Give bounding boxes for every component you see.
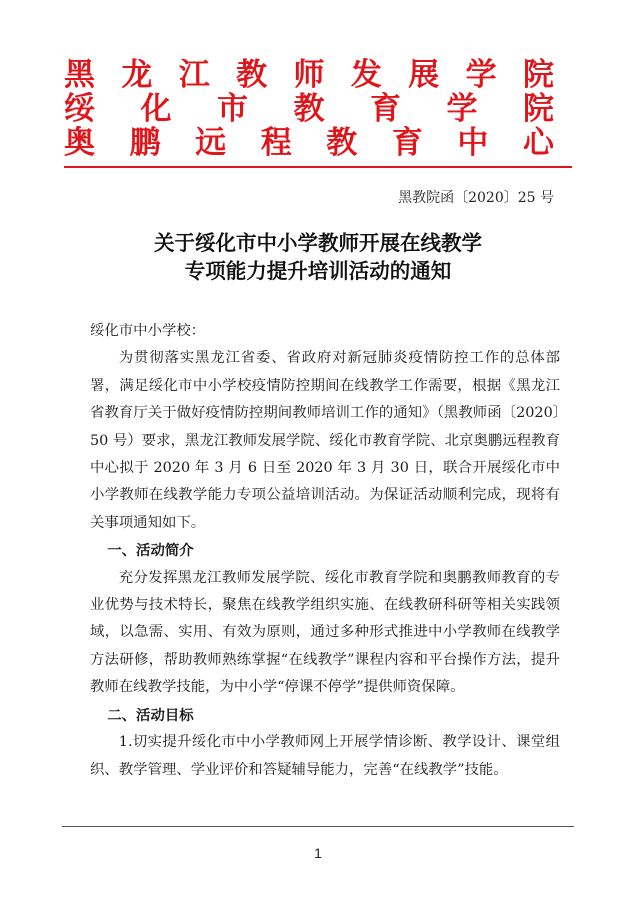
- masthead-line-1: 黑 龙 江 教 师 发 展 学 院: [64, 58, 554, 92]
- masthead-line-3: 奥 鹏 远 程 教 育 中 心: [64, 126, 554, 160]
- document-title: [0, 229, 636, 285]
- footer-line: [62, 826, 574, 827]
- title-line-2: 专项能力提升培训活动的通知: [184, 259, 452, 283]
- title-line-1: 关于绥化市中小学教师开展在线教学: [154, 231, 482, 255]
- document-body: [90, 318, 560, 784]
- red-masthead: [64, 58, 554, 160]
- section-2-item-1: 1.切实提升绥化市中小学教师网上开展学情诊断、教学设计、课堂组织、教学管理、学业评价和答疑辅导能力，完善“在线教学”技能。: [90, 734, 560, 778]
- section-1-text: 充分发挥黑龙江教师发展学院、绥化市教育学院和奥鹏教师教育的专业优势与技术特长，聚焦在线教学组织实施、在线教研科研等相关实践领域，以急需、实用、有效为原则，通过多种形式推进中小学教师在线教学方法研修，帮助教师熟练掌握“在线教学”课程内容和平台操作方法，提升教师在线教学技能，为中小学“停课不停学”提供师资保障。: [90, 569, 560, 696]
- document-number: 黑教院函〔2020〕25 号: [398, 190, 554, 206]
- addressee: 绥化市中小学校：: [90, 323, 206, 339]
- page-number: 1: [314, 845, 322, 861]
- section-heading-2: 二、活动目标: [107, 706, 194, 724]
- section-heading-1: 一、活动简介: [107, 542, 194, 560]
- masthead-line-2: 绥 化 市 教 育 学 院: [64, 92, 554, 126]
- intro-paragraph: 为贯彻落实黑龙江省委、省政府对新冠肺炎疫情防控工作的总体部署，满足绥化市中小学校疫情防控期间在线教学工作需要，根据《黑龙江省教育厅关于做好疫情防控期间教师培训工作的通知》（黑教师函〔2020〕50 号）要求，黑龙江教师发展学院、绥化市教育学院、北京奥鹏远程教育中心拟于 2020 年 3 月 6 日至 2020 年 3 月 30 日，联合开展绥化市中小学教师在线教学能力专项公益培训活动。为保证活动顺利完成，现将有关事项通知如下。: [90, 350, 560, 531]
- red-divider-line: [64, 166, 572, 168]
